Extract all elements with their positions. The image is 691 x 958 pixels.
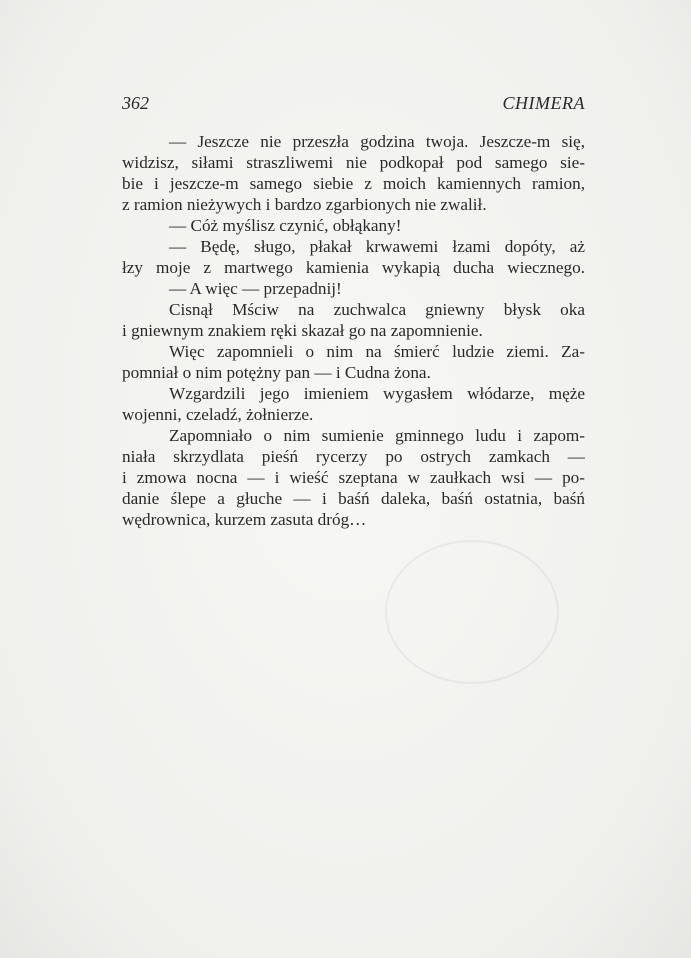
show-through-ornament — [385, 540, 559, 684]
text-line: i zmowa nocna — i wieść szeptana w zaułkach wsi — po- — [122, 468, 585, 487]
text-line: pomniał o nim potężny pan — i Cudna żona. — [122, 363, 431, 382]
text-line: Wzgardzili jego imieniem wygasłem włódarze, męże — [169, 384, 585, 403]
text-line: danie ślepe a głuche — i baśń daleka, baśń ostatnia, baśń — [122, 489, 585, 508]
body-text — [122, 131, 585, 530]
text-line: Zapomniało o nim sumienie gminnego ludu i zapom- — [169, 426, 585, 445]
text-line: łzy moje z martwego kamienia wykapią ducha wiecznego. — [122, 258, 585, 277]
text-line: i gniewnym znakiem ręki skazał go na zapomnienie. — [122, 321, 483, 340]
text-line: widzisz, siłami straszliwemi nie podkopał pod samego sie- — [122, 153, 585, 172]
text-line: Cisnął Mściw na zuchwalca gniewny błysk oka — [169, 300, 585, 319]
text-line: bie i jeszcze-m samego siebie z moich kamiennych ramion, — [122, 174, 585, 193]
text-line: — Będę, sługo, płakał krwawemi łzami dopóty, aż — [169, 237, 585, 256]
text-line: wędrownica, kurzem zasuta dróg… — [122, 510, 367, 529]
text-line: wojenni, czeladź, żołnierze. — [122, 405, 314, 424]
text-line: — Jeszcze nie przeszła godzina twoja. Jeszcze-m się, — [169, 132, 585, 151]
page-header — [122, 93, 585, 115]
page-number: 362 — [122, 93, 149, 113]
text-line: — Cóż myślisz czynić, obłąkany! — [169, 216, 402, 235]
text-line: — A więc — przepadnij! — [169, 279, 342, 298]
text-line: Więc zapomnieli o nim na śmierć ludzie ziemi. Za- — [169, 342, 585, 361]
text-line: z ramion nieżywych i bardzo zgarbionych nie zwalił. — [122, 195, 487, 214]
text-line: niała skrzydlata pieśń rycerzy po ostrych zamkach — — [122, 447, 585, 466]
running-title: CHIMERA — [502, 93, 585, 113]
